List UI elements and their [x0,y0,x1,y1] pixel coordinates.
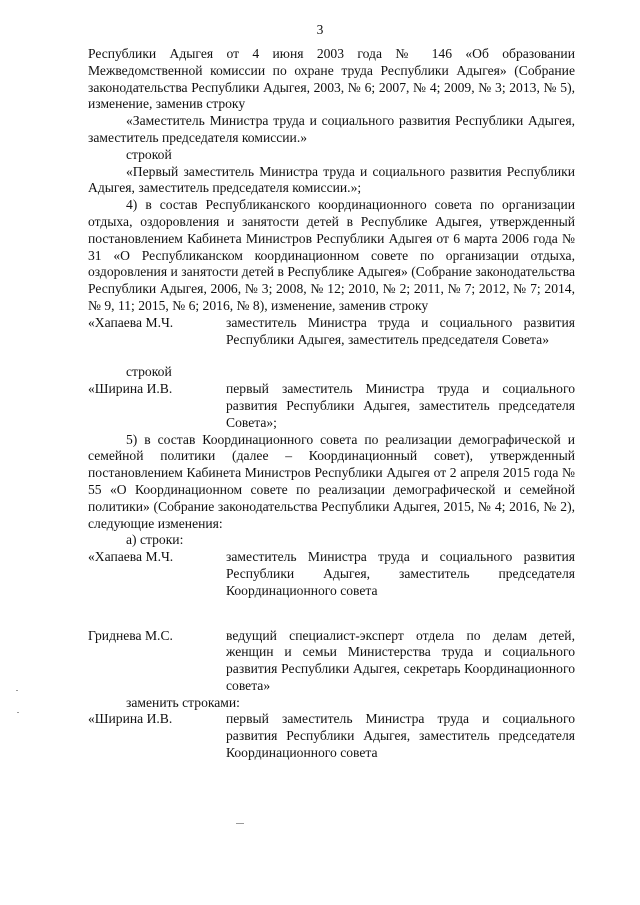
member-name: «Хапаева М.Ч. [88,549,174,565]
member-row-new-shirina [88,381,575,431]
paragraph-old-line: «Заместитель Министра труда и социального развития Республики Адыгея, заместитель председателя комиссии.» [88,113,575,145]
member-name: «Ширина И.В. [88,381,173,397]
member-name: «Хапаева М.Ч. [88,314,174,330]
scan-speck [16,690,18,691]
paragraph-item-5: 5) в состав Координационного совета по реализации демографической и семейной политики (далее – Координационный совет), утвержденный постановлением Кабинета Министров Республики Адыгея от 2 апреля 2015 года № 55 «О Координационном совете по реализации демографической и семейной политики» (Собрание законодательства Республики Адыгея, 2015, № 4; 2016, № 2), следующие изменения: [88,431,575,531]
member-name: Гриднева М.С. [88,627,173,643]
scan-speck [236,823,244,824]
paragraph-new-line: «Первый заместитель Министра труда и социального развития Республики Адыгея, заместитель председателя комиссии.»; [88,163,575,196]
member-description: первый заместитель Министра труда и социального развития Республики Адыгея, заместитель председателя Координационного совета [226,711,575,761]
scan-speck [17,712,19,713]
member-description: заместитель Министра труда и социального развития Республики Адыгея, заместитель председателя Совета» [226,314,575,347]
member-description: заместитель Министра труда и социального развития Республики Адыгея, заместитель председателя Координационного совета [226,549,575,598]
member-row-old-khapaeva [88,315,575,349]
member-row-new-shirina-2 [88,711,575,761]
paragraph-label-strokoy-2: строкой [126,364,172,380]
paragraph-label-strokoy: строкой [126,146,172,162]
paragraph-subitem-a: а) строки: [126,532,184,548]
spacer [88,600,575,628]
paragraph-replace-with: заменить строками: [126,694,240,710]
paragraph-item-4: 4) в состав Республиканского координационного совета по организации отдыха, оздоровления и занятости детей в Республике Адыгея, утвержденный постановлением Кабинета Министров Республики Адыгея от 6 марта 2006 года № 31 «О Республиканском координационном совете по организации отдыха, оздоровления и занятости детей в Республике Адыгея» (Собрание законодательства Республики Адыгея, 2006, № 3; 2008, № 12; 2010, № 2; 2011, № 7; 2012, № 7; 2014, № 9, 11; 2015, № 6; 2016, № 8), изменение, заменив строку [88,197,575,313]
page-number: 3 [316,22,324,37]
member-description: первый заместитель Министра труда и социального развития Республики Адыгея, заместитель председателя Совета»; [226,381,575,430]
member-row-old-khapaeva-2 [88,549,575,599]
paragraph-continuation: Республики Адыгея от 4 июня 2003 года № 146 «Об образовании Межведомственной комиссии по охране труда Республики Адыгея» (Собрание законодательства Республики Адыгея, 2003, № 6; 2007, № 4; 2009, № 3; 2013, № 5), изменение, заменив строку [88,46,575,112]
spacer [88,348,575,364]
member-name: «Ширина И.В. [88,711,173,727]
member-description: ведущий специалист-эксперт отдела по делам детей, женщин и семьи Министерства труда и социального развития Республики Адыгея, секретарь Координационного совета» [226,627,575,693]
document-body [88,46,575,762]
member-row-old-gridneva [88,628,575,695]
